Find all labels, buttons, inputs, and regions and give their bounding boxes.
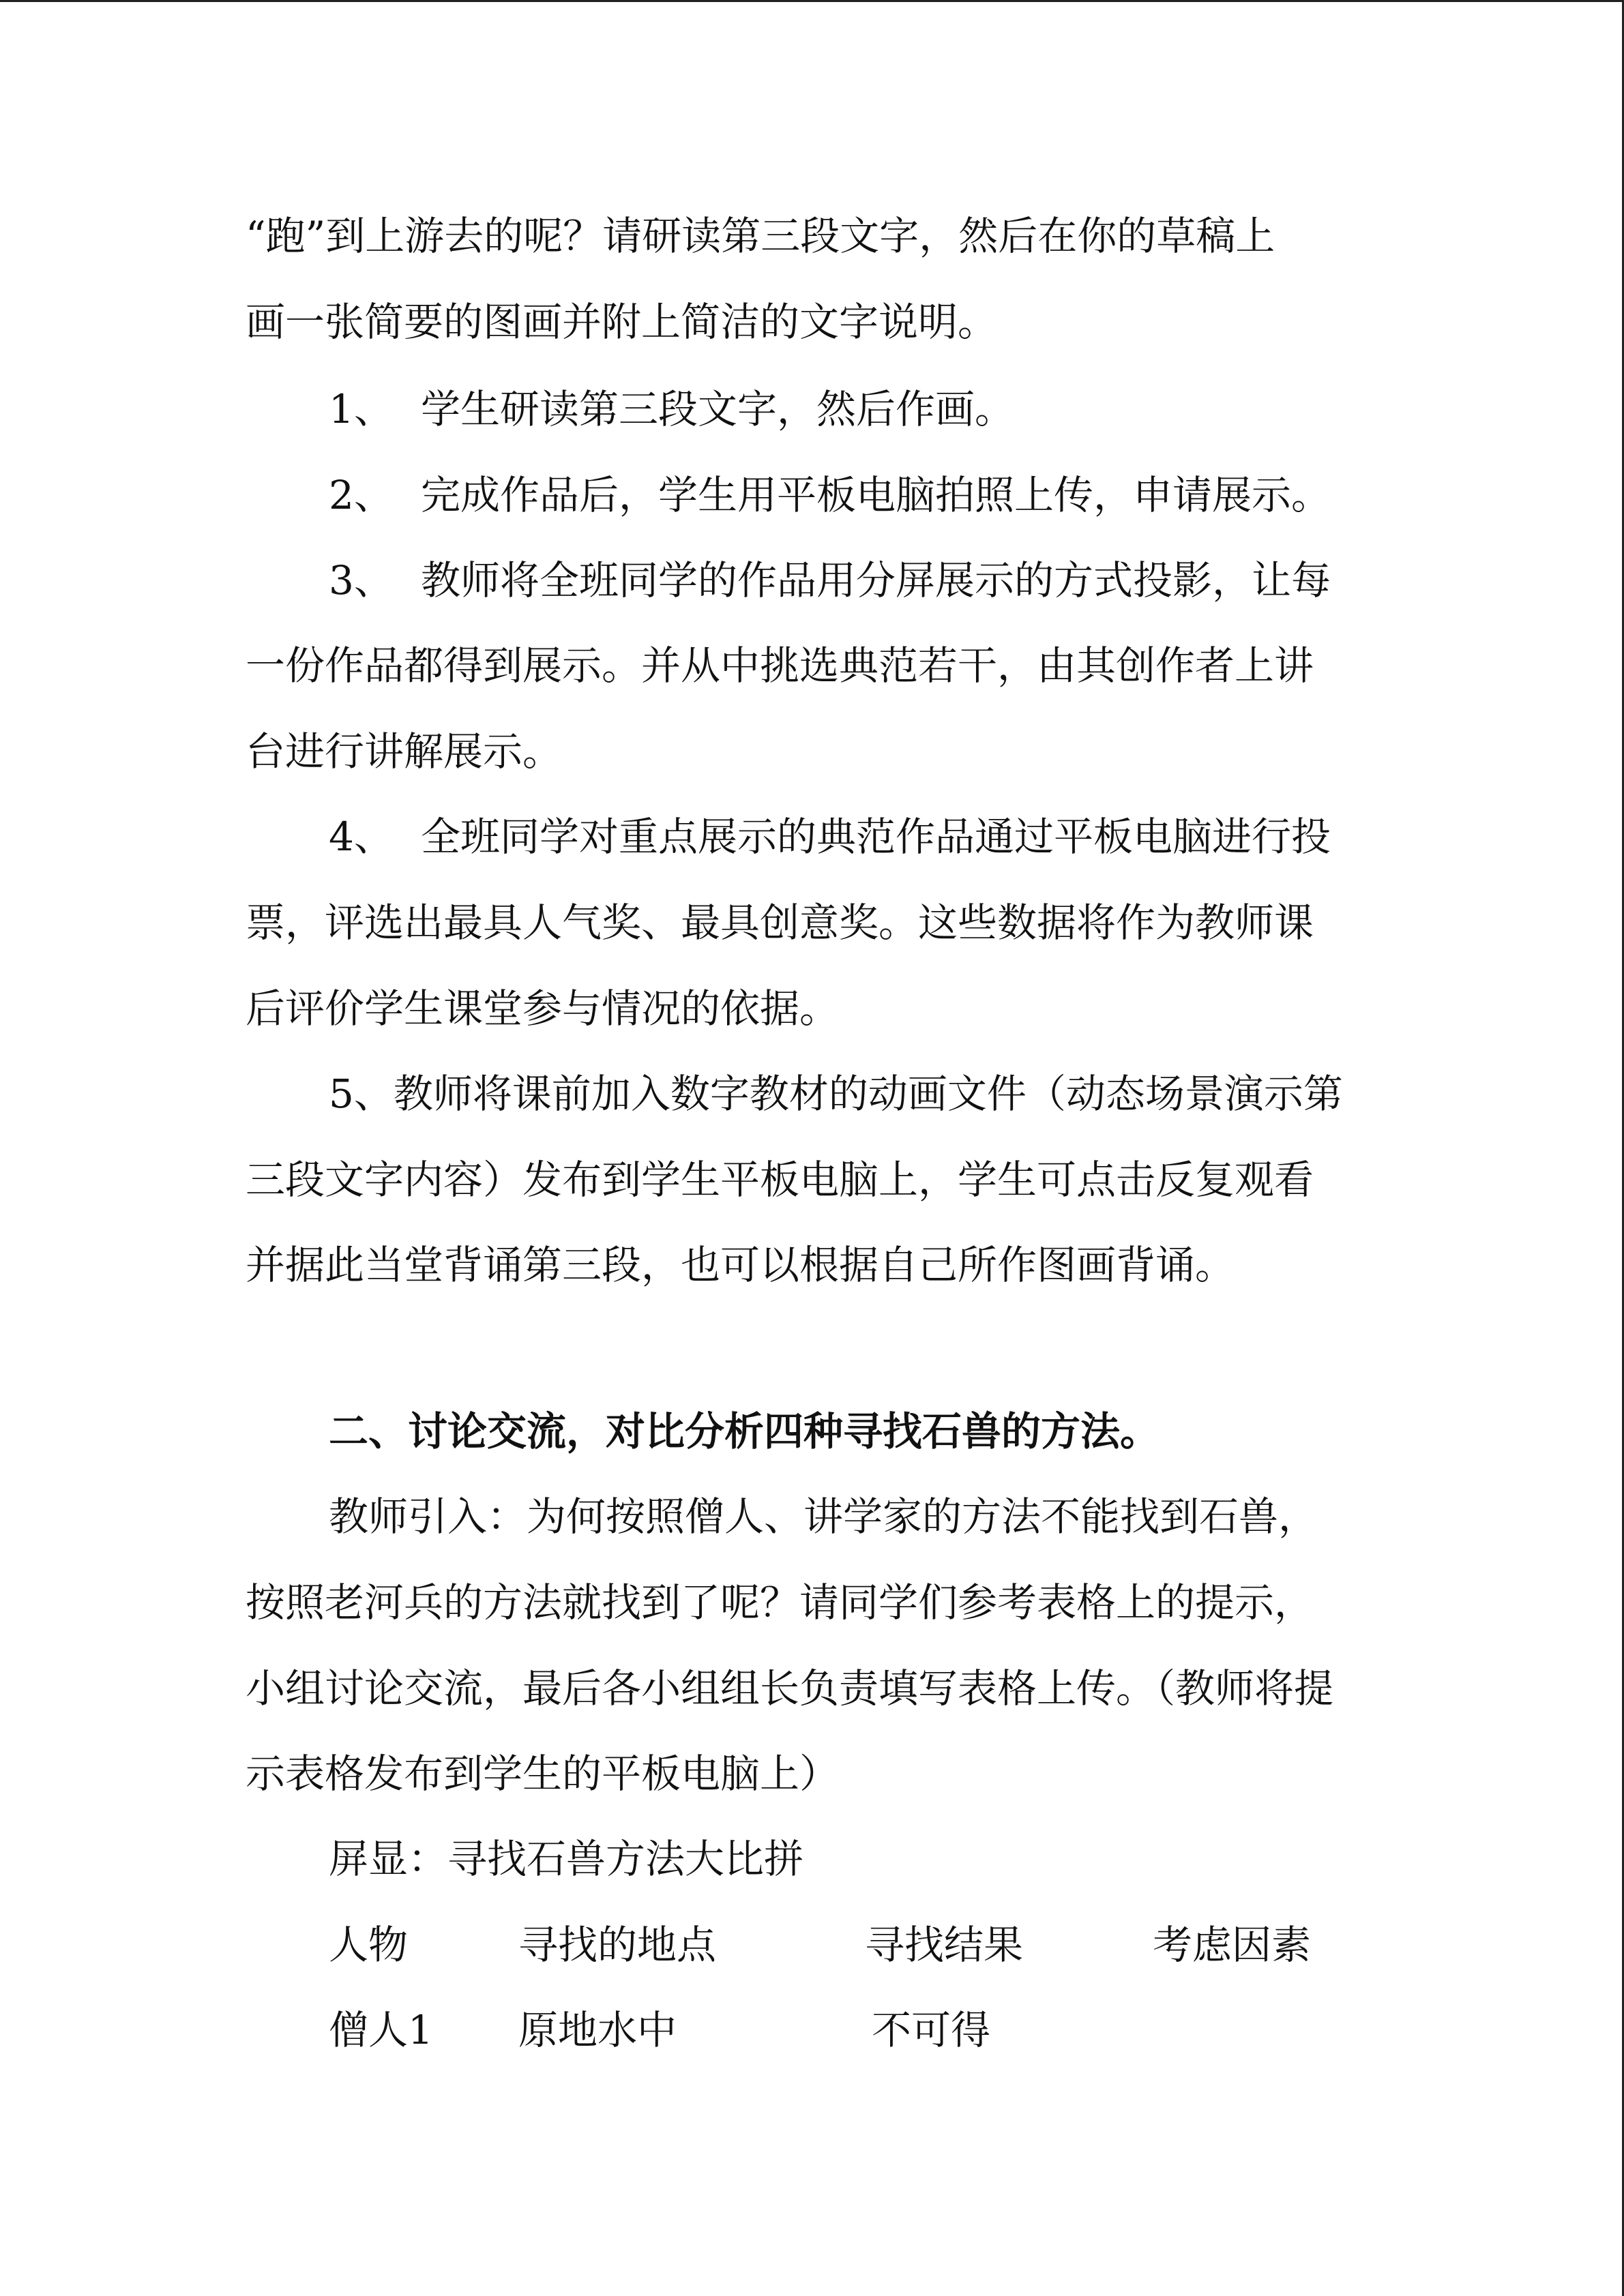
table-cell: 僧人1: [329, 2007, 433, 2053]
step-number: 4、: [329, 814, 394, 860]
step-text: 全班同学对重点展示的典范作品通过平板电脑进行投: [421, 814, 1331, 860]
step-5: [329, 1069, 1343, 1118]
intro-line-1: “跑”到上游去的呢？请研读第三段文字，然后在你的草稿上: [246, 213, 1275, 259]
step-text: 教师将课前加入数字教材的动画文件（动态场景演示第: [393, 1071, 1343, 1117]
step-4-continuation: 后评价学生课堂参与情况的依据。: [246, 985, 840, 1032]
step-4-continuation: 票，评选出最具人气奖、最具创意奖。这些数据将作为教师课: [246, 899, 1314, 946]
table-header-cell: 人物: [329, 1922, 409, 1968]
section-heading: 二、讨论交流，对比分析四种寻找石兽的方法。: [329, 1408, 1160, 1455]
step-2: [329, 471, 1331, 520]
step-number: 3、: [329, 557, 394, 603]
step-5-continuation: 三段文字内容）发布到学生平板电脑上，学生可点击反复观看: [246, 1157, 1314, 1203]
screen-display-caption: 屏显：寻找石兽方法大比拼: [329, 1836, 804, 1882]
step-5-continuation: 并据此当堂背诵第三段，也可以根据自己所作图画背诵。: [246, 1242, 1235, 1288]
step-number: 2、: [329, 472, 394, 518]
step-4: [329, 812, 1331, 861]
table-header-cell: 寻找结果: [865, 1922, 1024, 1968]
intro-line-2: 画一张简要的图画并附上简洁的文字说明。: [246, 299, 998, 345]
step-text: 教师将全班同学的作品用分屏展示的方式投影，让每: [421, 557, 1331, 603]
step-3: [329, 556, 1331, 605]
section-paragraph-line: 教师引入：为何按照僧人、讲学家的方法不能找到石兽，: [329, 1493, 1318, 1540]
step-1: [329, 385, 1014, 434]
step-3-continuation: 台进行讲解展示。: [246, 728, 563, 775]
step-number: 1、: [329, 386, 394, 432]
section-paragraph-line: 小组讨论交流，最后各小组组长负责填写表格上传。（教师将提: [246, 1665, 1334, 1712]
section-paragraph-line: 示表格发布到学生的平板电脑上）: [246, 1750, 840, 1797]
section-paragraph-line: 按照老河兵的方法就找到了呢？请同学们参考表格上的提示，: [246, 1579, 1314, 1626]
step-text: 学生研读第三段文字，然后作画。: [421, 386, 1015, 432]
table-header-cell: 寻找的地点: [518, 1922, 717, 1968]
table-header-cell: 考虑因素: [1153, 1922, 1312, 1968]
step-number: 5、: [329, 1071, 394, 1117]
table-cell: 原地水中: [518, 2007, 677, 2053]
step-3-continuation: 一份作品都得到展示。并从中挑选典范若干，由其创作者上讲: [246, 642, 1314, 689]
step-text: 完成作品后，学生用平板电脑拍照上传，申请展示。: [421, 472, 1331, 518]
page-border-top: [0, 0, 1624, 2]
table-cell: 不可得: [872, 2007, 991, 2053]
